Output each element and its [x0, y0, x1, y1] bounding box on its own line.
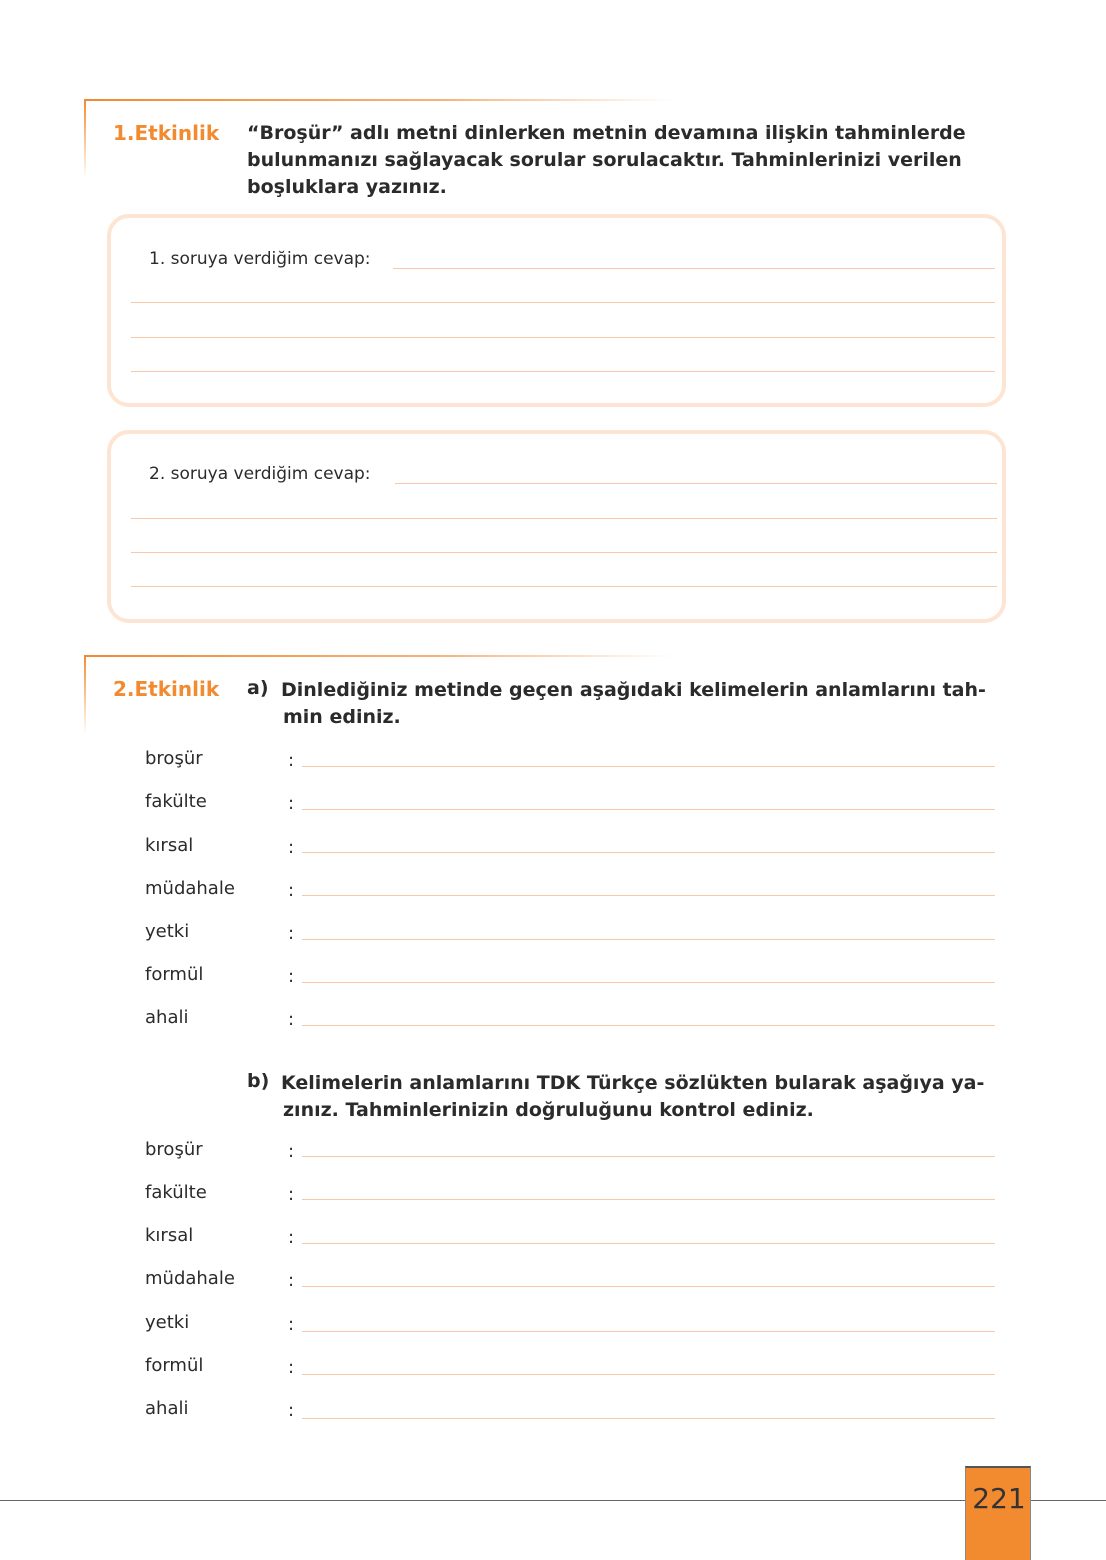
word-item: broşür	[145, 748, 203, 769]
activity2-label: 2.Etkinlik	[113, 677, 220, 701]
page-number-tab	[965, 1466, 1031, 1560]
word-answer-line[interactable]	[302, 1286, 995, 1287]
activity1-label: 1.Etkinlik	[113, 121, 220, 145]
word-answer-line[interactable]	[302, 1025, 995, 1026]
part-b-line2: zınız. Tahminlerinizin doğruluğunu kontrol ediniz.	[283, 1099, 814, 1121]
word-item: kırsal	[145, 1225, 194, 1246]
activity2-corner-top	[84, 655, 674, 657]
answer-line[interactable]	[131, 518, 997, 519]
colon: :	[288, 793, 295, 814]
part-b-instruction	[281, 1070, 991, 1124]
colon: :	[288, 750, 295, 771]
word-answer-line[interactable]	[302, 1418, 995, 1419]
word-answer-line[interactable]	[302, 766, 995, 767]
word-item: broşür	[145, 1139, 203, 1160]
word-item: fakülte	[145, 1182, 207, 1203]
colon: :	[288, 880, 295, 901]
answer-line[interactable]	[131, 302, 995, 303]
word-answer-line[interactable]	[302, 939, 995, 940]
part-a-instruction	[281, 677, 991, 731]
part-b-marker: b)	[247, 1070, 270, 1092]
colon: :	[288, 1400, 295, 1421]
colon: :	[288, 837, 295, 858]
word-answer-line[interactable]	[302, 895, 995, 896]
answer-line[interactable]	[131, 552, 997, 553]
colon: :	[288, 1270, 295, 1291]
answer-line[interactable]	[131, 337, 995, 338]
word-item: müdahale	[145, 878, 235, 899]
page-number: 221	[972, 1482, 1026, 1515]
word-item: yetki	[145, 921, 190, 942]
word-answer-line[interactable]	[302, 1374, 995, 1375]
word-item: fakülte	[145, 791, 207, 812]
colon: :	[288, 1184, 295, 1205]
colon: :	[288, 1141, 295, 1162]
answer-line[interactable]	[131, 586, 997, 587]
word-item: kırsal	[145, 835, 194, 856]
answer-box-1-prompt: 1. soruya verdiğim cevap:	[149, 249, 371, 269]
word-item: yetki	[145, 1312, 190, 1333]
word-item: ahali	[145, 1007, 189, 1028]
answer-line[interactable]	[131, 371, 995, 372]
word-item: formül	[145, 1355, 204, 1376]
answer-box-1	[107, 214, 1006, 407]
colon: :	[288, 1009, 295, 1030]
activity1-corner-left	[84, 99, 86, 179]
part-a-line2: min ediniz.	[283, 706, 401, 728]
part-a-marker: a)	[247, 677, 269, 699]
word-item: müdahale	[145, 1268, 235, 1289]
footer-rule	[0, 1500, 1106, 1501]
answer-box-2	[107, 430, 1006, 623]
activity2-corner-left	[84, 655, 86, 735]
activity1-instruction-line1: “Broşür” adlı metni dinlerken metnin devamına ilişkin tahminlerde	[247, 122, 966, 144]
colon: :	[288, 1357, 295, 1378]
word-item: formül	[145, 964, 204, 985]
activity1-instruction-line3: boşluklara yazınız.	[247, 176, 447, 198]
answer-line[interactable]	[395, 483, 997, 484]
colon: :	[288, 923, 295, 944]
word-answer-line[interactable]	[302, 1199, 995, 1200]
word-answer-line[interactable]	[302, 809, 995, 810]
word-answer-line[interactable]	[302, 1243, 995, 1244]
activity1-instruction-line2: bulunmanızı sağlayacak sorular sorulacaktır. Tahminlerinizi verilen	[247, 149, 962, 171]
colon: :	[288, 1227, 295, 1248]
activity1-corner-top	[84, 99, 674, 101]
colon: :	[288, 1314, 295, 1335]
colon: :	[288, 966, 295, 987]
answer-line[interactable]	[393, 268, 995, 269]
part-b-line1: Kelimelerin anlamlarını TDK Türkçe sözlükten bularak aşağıya ya-	[281, 1072, 985, 1094]
word-answer-line[interactable]	[302, 1331, 995, 1332]
answer-box-2-prompt: 2. soruya verdiğim cevap:	[149, 464, 371, 484]
part-a-line1: Dinlediğiniz metinde geçen aşağıdaki kelimelerin anlamlarını tah-	[281, 679, 986, 701]
word-answer-line[interactable]	[302, 982, 995, 983]
word-answer-line[interactable]	[302, 852, 995, 853]
activity1-instruction	[247, 120, 987, 201]
word-answer-line[interactable]	[302, 1156, 995, 1157]
word-item: ahali	[145, 1398, 189, 1419]
